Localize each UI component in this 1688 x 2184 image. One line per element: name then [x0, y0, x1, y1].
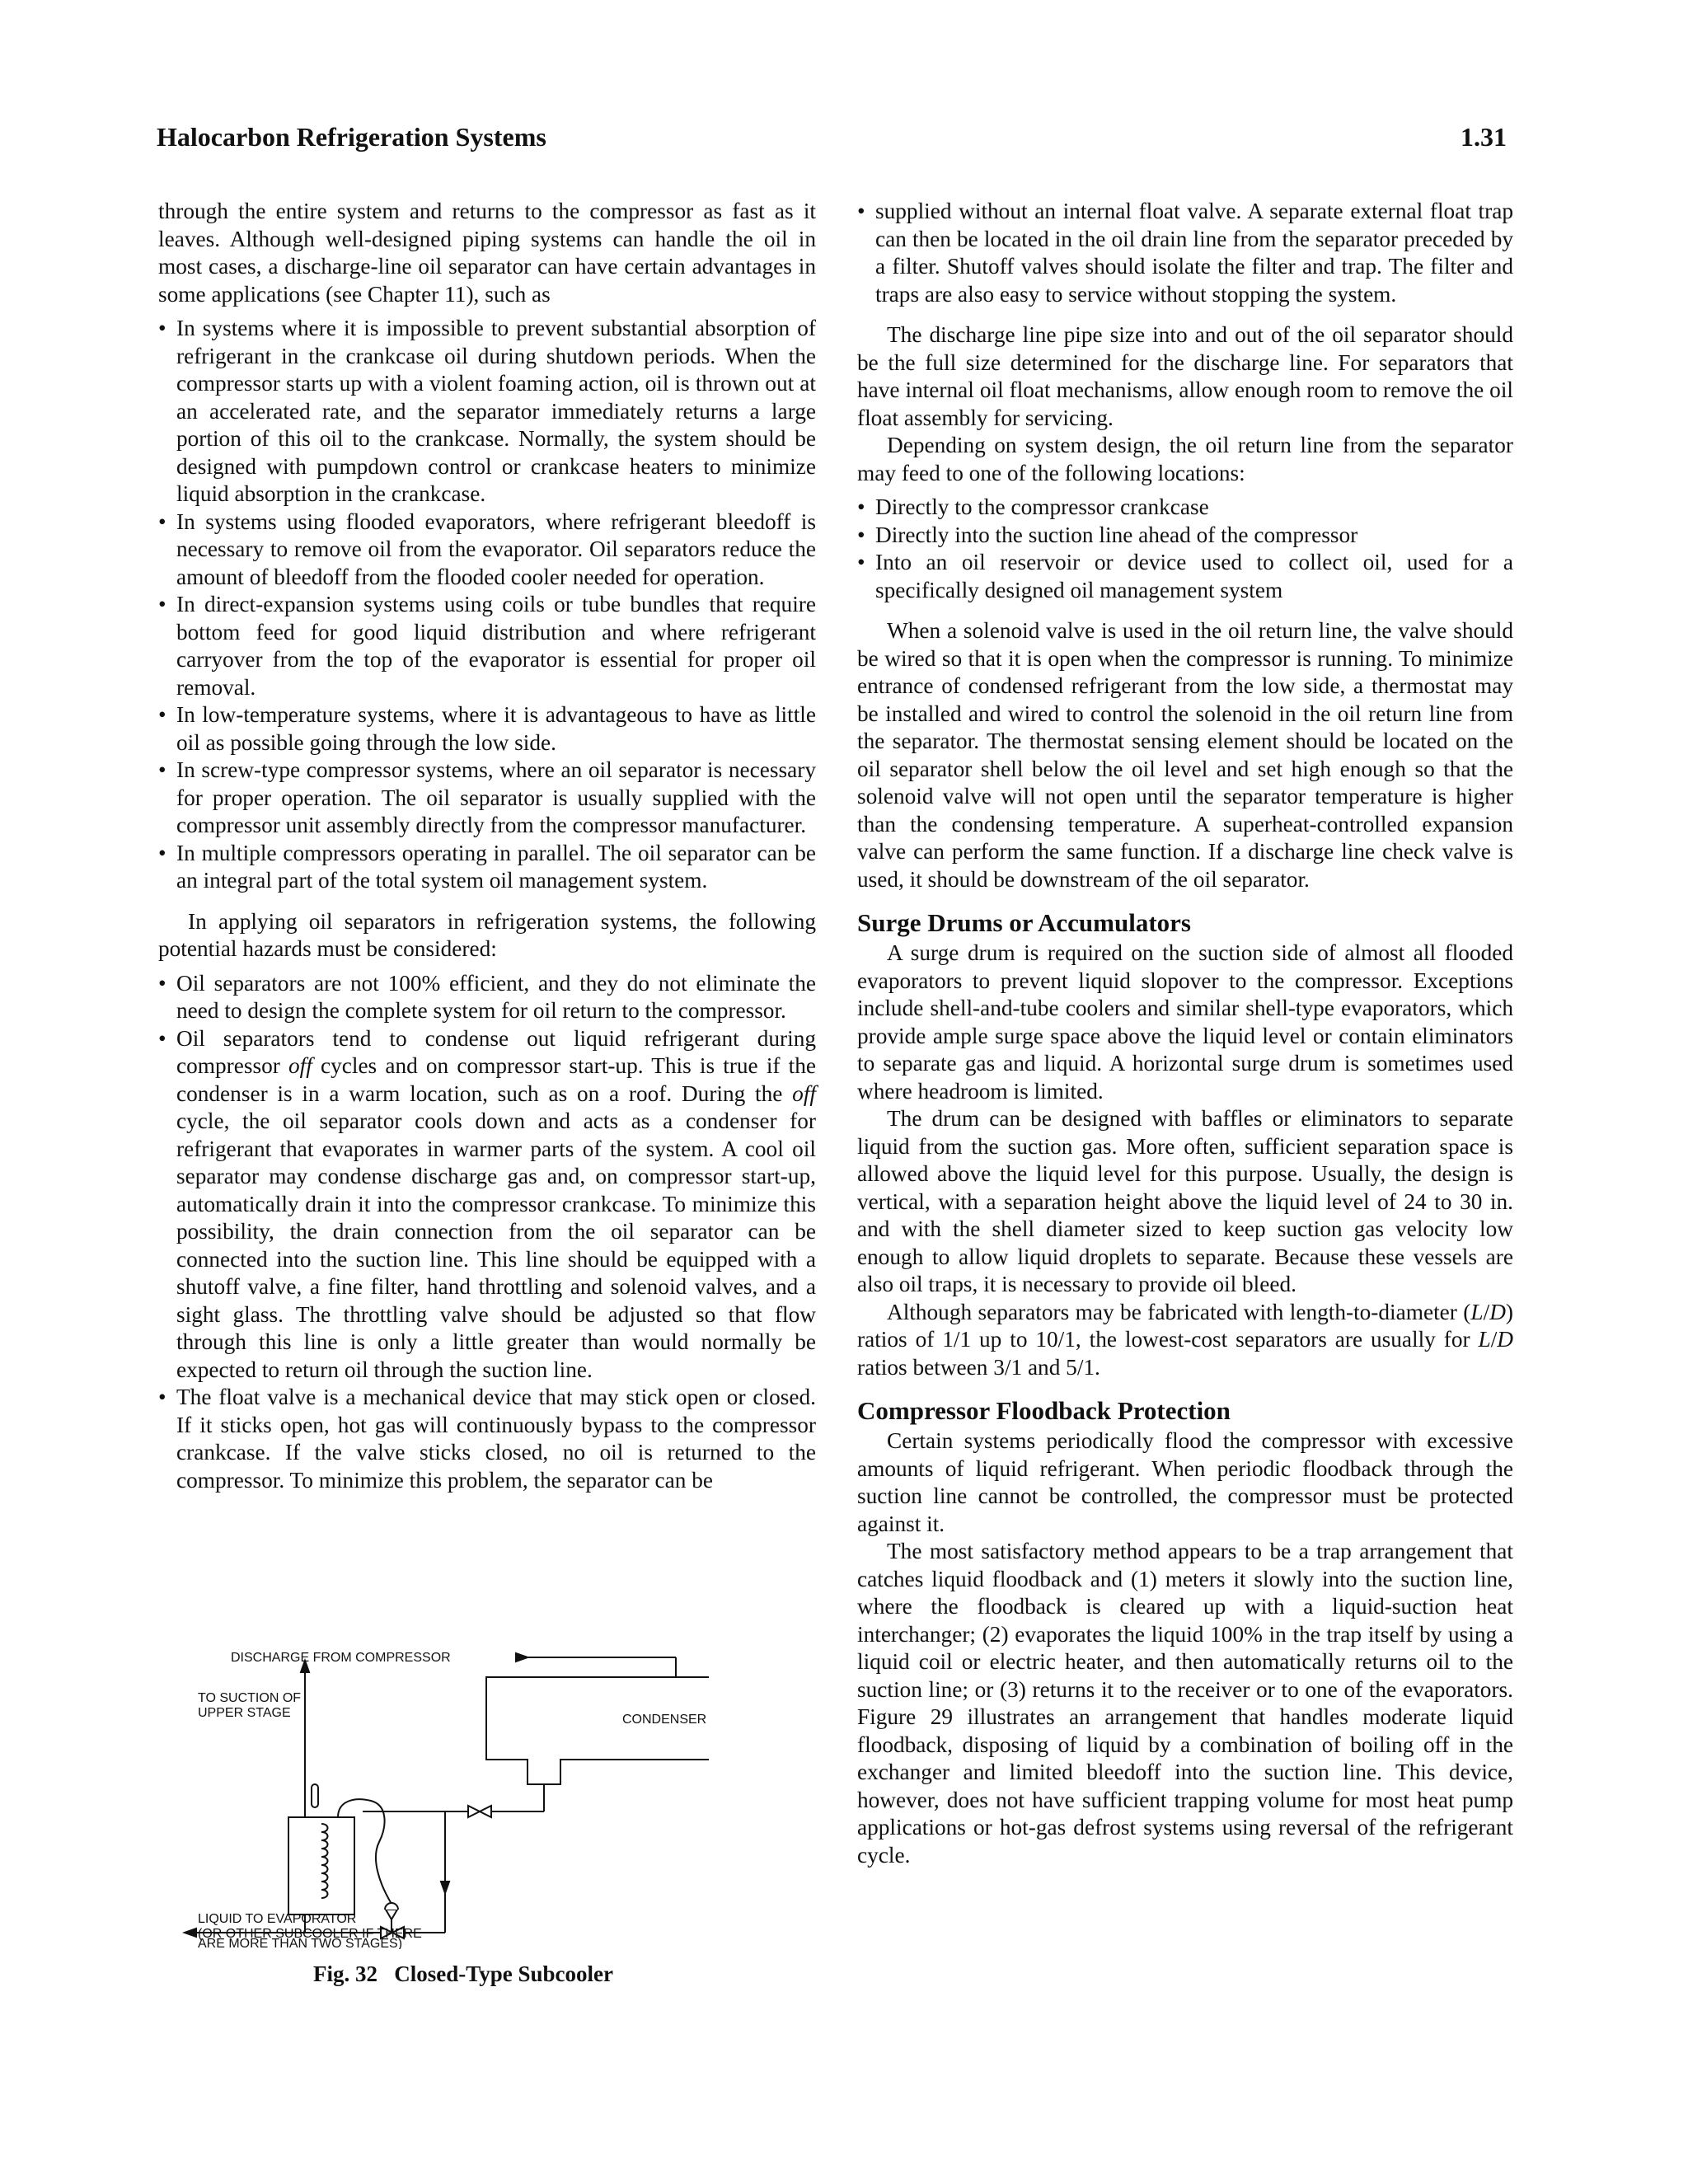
continued-hazard-text: [857, 198, 1513, 308]
surge3-text-c: ratios between 3/1 and 5/1.: [857, 1354, 1100, 1380]
surge3-slash: /: [1483, 1299, 1490, 1324]
condenser-box: [486, 1677, 709, 1784]
subcooler-coil: [321, 1824, 328, 1898]
bypass-arrow: [441, 1882, 449, 1893]
surge3-italic-L2: L: [1478, 1327, 1491, 1352]
surge3-text-a: Although separators may be fabricated with length-to-diameter (: [887, 1299, 1471, 1324]
closed-type-subcooler-diagram: [181, 1619, 709, 1949]
hazards-list: [158, 970, 816, 1495]
oil-return-locations-list: [857, 494, 1513, 604]
label-discharge: DISCHARGE FROM COMPRESSOR: [231, 1651, 451, 1665]
label-suction-line2: UPPER STAGE: [198, 1706, 291, 1720]
hazard2-italic-off: off: [288, 1053, 312, 1078]
continued-hazard-span: supplied without an internal float valve. A separate external float trap can then be located in the oil drain line from the separator preceded by a filter. Shutoff valves should isolate the filter and trap. The filter and traps are also easy to service without stopping the system.: [875, 199, 1513, 307]
surge-paragraph-3: [857, 1299, 1513, 1382]
subcooler-schematic: [181, 1619, 709, 1949]
liquid-arrow: [185, 1929, 196, 1937]
list-item: • The float valve is a mechanical device that may stick open or closed. If it sticks open, hot gas will continuously bypass to the compressor crankcase. If the valve sticks closed, no oil is returned to the compressor. To minimize this problem, the separator can be: [158, 1384, 816, 1494]
list-item: • In low-temperature systems, where it is advantageous to have as little oil as possible going through the low side.: [158, 701, 816, 757]
list-item: • In multiple compressors operating in parallel. The oil separator can be an integral part of the total system oil management system.: [158, 840, 816, 895]
surge-drums-heading: Surge Drums or Accumulators: [857, 908, 1191, 937]
depending-paragraph: Depending on system design, the oil return line from the separator may feed to one of the following locations:: [857, 433, 1513, 485]
hazard2-text-b: cycles and on compressor start-up. This is true if the condenser is in a warm location, such as on a roof. During the: [176, 1053, 816, 1106]
left-intro-paragraph: through the entire system and returns to the compressor as fast as it leaves. Although well-designed piping systems can handle the oil in most cases, a discharge-line oil separator can have certain advantages in some applications (see Chapter 11), such as: [158, 199, 816, 307]
continued-hazard-list: [857, 198, 1513, 308]
floodback-heading: Compressor Floodback Protection: [857, 1396, 1231, 1425]
page-number: 1.31: [1461, 122, 1507, 152]
running-header-title: Halocarbon Refrigeration Systems: [157, 122, 546, 152]
expansion-valve-top: [386, 1910, 397, 1919]
surge-paragraph-2: The drum can be designed with baffles or eliminators to separate liquid from the suction gas. More often, sufficient separation space is allowed above the liquid level for this purpose. Usually, the design is vertical, with a separation height above the liquid level of 24 to 30 in. and with the shell diameter sized to keep suction gas velocity low enough to allow liquid droplets to separate. Because these vessels are also oil traps, it is necessary to provide oil bleed.: [857, 1106, 1513, 1296]
figure-caption: [313, 1961, 613, 1987]
discharge-arrow: [516, 1653, 528, 1661]
list-item: • Directly into the suction line ahead of the compressor: [857, 522, 1513, 550]
figure-title: Closed-Type Subcooler: [394, 1961, 614, 1986]
surge3-italic-L: L: [1470, 1299, 1484, 1324]
list-item: • In systems where it is impossible to prevent substantial absorption of refrigerant in the crankcase oil during shutdown periods. When the compressor starts up with a violent foaming action, oil is thrown out at an accelerated rate, and the separator immediately returns a large portion of this oil to the crankcase. Normally, the system should be designed with pumpdown control or crankcase heaters to minimize liquid absorption in the crankcase.: [158, 315, 816, 509]
expansion-bulb-line: [338, 1799, 392, 1904]
surge-paragraph-1: A surge drum is required on the suction side of almost all flooded evaporators to prevent liquid slopover to the compressor. Exceptions include shell-and-tube coolers and similar shell-type evaporators, which provide ample surge space above the liquid level or contain eliminators to separate gas and liquid. A horizontal surge drum is sometimes used where headroom is limited.: [857, 940, 1513, 1104]
surge3-italic-D2: D: [1497, 1327, 1513, 1352]
sight-glass: [312, 1784, 318, 1807]
list-item: • In systems using flooded evaporators, where refrigerant bleedoff is necessary to remove oil from the evaporator. Oil separators reduce the amount of bleedoff from the flooded cooler needed for operation.: [158, 509, 816, 592]
figure-number: Fig. 32: [313, 1961, 377, 1986]
surge3-slash2: /: [1490, 1327, 1498, 1352]
list-item: • In direct-expansion systems using coils or tube bundles that require bottom feed for good liquid distribution and where refrigerant carryover from the top of the evaporator is essential for proper oil removal.: [158, 591, 816, 701]
list-item: • Directly to the compressor crankcase: [857, 494, 1513, 522]
floodback-paragraph-2: The most satisfactory method appears to be a trap arrangement that catches liquid floodback and (1) meters it slowly into the suction line, where the floodback is cleared up with a liquid-suction heat interchanger; (2) evaporates the liquid 100% in the trap itself by using a liquid coil or electric heater, and then automatically returns oil to the suction line; or (3) returns it to the receiver or to one of the evaporators. Figure 29 illustrates an arrangement that handles moderate liquid floodback, disposing of liquid by a combination of boiling off in the exchanger and limited bleedoff into the suction line. This device, however, does not have sufficient trapping volume for most heat pump applications or hot-gas defrost systems using reversal of the refrigerant cycle.: [857, 1539, 1513, 1868]
label-condenser: CONDENSER: [622, 1713, 707, 1727]
pipe-size-paragraph: The discharge line pipe size into and out of the oil separator should be the full size determined for the discharge line. For separators that have internal oil float mechanisms, allow enough room to remove the oil float assembly for servicing.: [857, 322, 1513, 430]
hazard2-italic-off-2: off: [792, 1080, 816, 1106]
hazard2-text-a: Oil separators tend to condense out liquid refrigerant during compressor: [176, 1025, 816, 1078]
oil-separator-advantages-list: [158, 315, 816, 895]
surge3-text-b: ) ratios of 1/1 up to 10/1, the lowest-cost separators are usually for: [857, 1299, 1513, 1352]
list-item: • Into an oil reservoir or device used to collect oil, used for a specifically designed oil management system: [857, 549, 1513, 604]
expansion-valve-dome: [385, 1903, 398, 1910]
hazard2-text-c: cycle, the oil separator cools down and acts as a condenser for refrigerant that evaporates in warmer parts of the system. A cool oil separator may condense discharge gas and, on compressor start-up, automatically drain it into the compressor crankcase. To minimize this possibility, the drain connection from the oil separator can be connected into the suction line. This line should be equipped with a shutoff valve, a fine filter, hand throttling and solenoid valves, and a sight glass. The throttling valve should be adjusted so that flow through this line is only a little greater than would normally be expected to return oil through the suction line.: [176, 1108, 816, 1382]
floodback-paragraph-1: Certain systems periodically flood the compressor with excessive amounts of liquid refrigerant. When periodic floodback through the suction line cannot be controlled, the compressor must be protected against it.: [857, 1428, 1513, 1536]
label-liquid-line2: (OR OTHER SUBCOOLER IF THERE: [198, 1927, 422, 1941]
solenoid-paragraph: When a solenoid valve is used in the oil return line, the valve should be wired so that it is open when the compressor is running. To minimize entrance of condensed refrigerant from the low side, a thermostat may be installed and wired to control the solenoid in the oil return line from the separator. The thermostat sensing element should be located on the oil separator shell below the oil level and set high enough so that the solenoid valve will not open until the separator temperature is higher than the condensing temperature. A superheat-controlled expansion valve can perform the same function. If a discharge line check valve is used, it should be downstream of the oil separator.: [857, 618, 1513, 892]
label-liquid-line3: ARE MORE THAN TWO STAGES): [198, 1937, 403, 1949]
list-item: • Oil separators are not 100% efficient, and they do not eliminate the need to design the complete system for oil return to the compressor.: [158, 970, 816, 1025]
shutoff-valve-right: [480, 1806, 491, 1817]
label-suction-line1: TO SUCTION OF: [198, 1691, 302, 1705]
right-column: [857, 198, 1513, 1869]
label-liquid-line1: LIQUID TO EVAPORATOR: [198, 1912, 357, 1926]
hazards-intro-paragraph: In applying oil separators in refrigeration systems, the following potential hazards must be considered:: [158, 908, 816, 961]
list-item: [158, 1025, 816, 1385]
list-item: • In screw-type compressor systems, where an oil separator is necessary for proper operation. The oil separator is usually supplied with the compressor unit assembly directly from the compressor manufacturer.: [158, 757, 816, 840]
surge3-italic-D: D: [1489, 1299, 1506, 1324]
left-column: [158, 198, 816, 1494]
